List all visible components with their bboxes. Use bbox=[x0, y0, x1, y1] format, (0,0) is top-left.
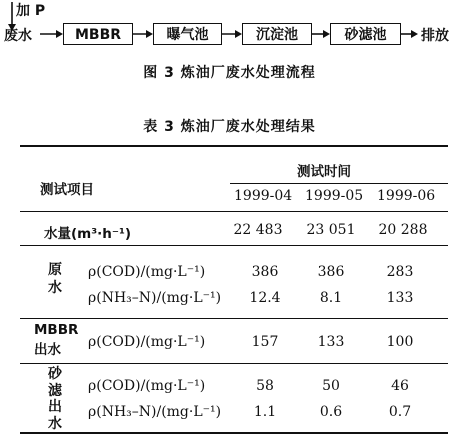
mbbr-cod-value-3: 100 bbox=[386, 334, 414, 350]
sand-nh3n-value-2: 0.6 bbox=[319, 404, 343, 420]
step-aeration-tank: 曝气池 bbox=[153, 23, 222, 45]
sand-param-nh3n: ρ(NH₃–N)/(mg·L⁻¹) bbox=[88, 404, 222, 420]
sand-cod-value-1: 58 bbox=[256, 378, 274, 394]
raw-nh3n-value-1: 12.4 bbox=[249, 290, 281, 306]
water-value-2: 23 051 bbox=[306, 222, 356, 238]
raw-cod-value-1: 386 bbox=[251, 264, 279, 280]
mbbr-param-cod: ρ(COD)/(mg·L⁻¹) bbox=[88, 334, 206, 350]
group-mbbr-effluent-label: MBBR出水 bbox=[34, 322, 79, 358]
item-header: 测试项目 bbox=[40, 182, 94, 198]
table-top-rule bbox=[20, 145, 448, 147]
raw-param-cod: ρ(COD)/(mg·L⁻¹) bbox=[88, 264, 206, 280]
sand-nh3n-value-1: 1.1 bbox=[253, 404, 277, 420]
step-mbbr: MBBR bbox=[63, 23, 133, 45]
water-value-1: 22 483 bbox=[233, 222, 283, 238]
step-settling-tank: 沉淀池 bbox=[242, 23, 312, 45]
input-label: 废水 bbox=[4, 28, 32, 44]
date-2: 1999-05 bbox=[305, 188, 364, 204]
header-bottom-rule bbox=[20, 211, 448, 212]
time-header: 测试时间 bbox=[297, 164, 351, 180]
mbbr-group-rule bbox=[20, 363, 448, 364]
table-bottom-rule bbox=[20, 432, 448, 434]
sand-nh3n-value-3: 0.7 bbox=[388, 404, 412, 420]
add-p-label: 加 P bbox=[16, 3, 46, 19]
date-1: 1999-04 bbox=[234, 188, 293, 204]
sand-cod-value-2: 50 bbox=[322, 378, 340, 394]
table-caption: 表 3 炼油厂废水处理结果 bbox=[143, 119, 316, 135]
sand-param-cod: ρ(COD)/(mg·L⁻¹) bbox=[88, 378, 206, 394]
water-row-label: 水量(m³·h⁻¹) bbox=[44, 226, 132, 242]
time-header-rule bbox=[230, 183, 448, 184]
date-3: 1999-06 bbox=[377, 188, 436, 204]
figure-caption: 图 3 炼油厂废水处理流程 bbox=[143, 65, 316, 81]
raw-cod-value-2: 386 bbox=[317, 264, 345, 280]
raw-nh3n-value-3: 133 bbox=[386, 290, 414, 306]
water-row-rule bbox=[20, 245, 448, 246]
raw-group-rule bbox=[20, 318, 448, 319]
mbbr-cod-value-1: 157 bbox=[251, 334, 279, 350]
sand-cod-value-3: 46 bbox=[391, 378, 409, 394]
output-label: 排放 bbox=[421, 28, 449, 44]
raw-cod-value-3: 283 bbox=[386, 264, 414, 280]
group-sand-filter-effluent-label: 砂滤出水 bbox=[48, 366, 62, 432]
group-raw-water-label: 原水 bbox=[48, 262, 62, 296]
step-sand-filter: 砂滤池 bbox=[330, 23, 401, 45]
raw-param-nh3n: ρ(NH₃–N)/(mg·L⁻¹) bbox=[88, 290, 222, 306]
water-value-3: 20 288 bbox=[378, 222, 428, 238]
raw-nh3n-value-2: 8.1 bbox=[319, 290, 343, 306]
mbbr-cod-value-2: 133 bbox=[317, 334, 345, 350]
